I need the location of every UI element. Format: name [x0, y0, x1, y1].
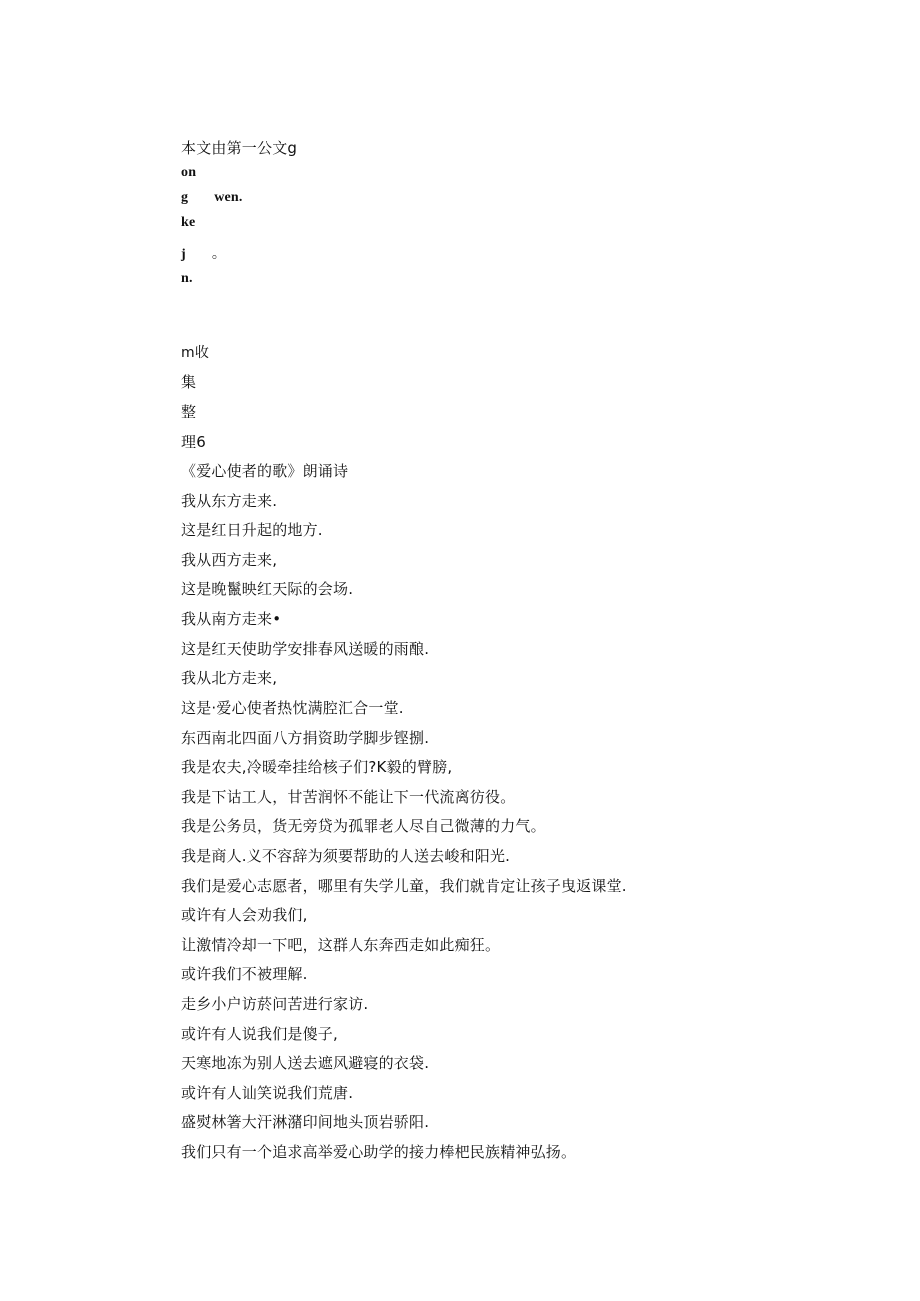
poem-line: 这是·爱心使者热忱满腔汇合一堂.: [181, 699, 404, 717]
poem-line: 走乡小户访菸问苦进行家访.: [181, 995, 369, 1013]
header-text-5a: j: [181, 247, 186, 262]
poem-line: 这是红日升起的地方.: [181, 521, 323, 539]
poem-line: 或许有人讪笑说我们荒唐.: [181, 1084, 354, 1102]
poem-line: 我是商人.义不容辞为须要帮助的人送去峻和阳光.: [181, 847, 511, 865]
poem-line: 我们是爱心志愿者，哪里有失学儿童，我们就肯定让孩子曳返课堂.: [181, 877, 627, 895]
header-text-7: m收: [181, 345, 210, 361]
header-text-3a: g: [181, 190, 189, 205]
poem-line: 让激情冷却一下吧，这群人东奔西走如此痴狂。: [181, 936, 501, 954]
poem-line: 或许我们不被理解.: [181, 965, 308, 983]
poem-line: 天寒地冻为别人送去遮风避寝的衣袋.: [181, 1054, 430, 1072]
header-line-6: n.: [181, 271, 193, 286]
poem-line: 我从北方走来,: [181, 669, 278, 687]
poem-line: 我是公务员，货无旁贷为孤罪老人尽自己微薄的力气。: [181, 817, 546, 835]
header-line-5: [181, 245, 226, 264]
poem-line: 我从西方走来,: [181, 551, 278, 569]
poem-line: 这是晚鬣映红天际的会场.: [181, 580, 354, 598]
header-line-2: on: [181, 165, 197, 180]
poem-line: 东西南北四面八方捐资助学脚步铿捌.: [181, 729, 430, 747]
poem-line: 我们只有一个追求高举爱心助学的接力棒杷民族精神弘扬。: [181, 1143, 577, 1161]
poem-title: 《爱心使者的歌》朗诵诗: [181, 462, 349, 480]
poem-line: 盛熨林箸大汗淋潴印间地头顶岩骄阳.: [181, 1113, 430, 1131]
poem-line: 我从东方走来.: [181, 492, 278, 510]
header-text-3b: wen.: [214, 190, 243, 205]
poem-line: 我是农夫,冷暖牵挂给核子们?K毅的臂膀,: [181, 758, 453, 776]
poem-line: 这是红天使助学安排春风送暖的雨酿.: [181, 640, 430, 658]
header-line-7: [181, 343, 209, 362]
header-line-3: [181, 189, 243, 207]
poem-line: 我是下诂工人，甘苦润怀不能让下一代流离彷役。: [181, 788, 516, 806]
header-line-1: [181, 139, 297, 157]
header-text-1: 本文由第一公文g: [181, 139, 298, 157]
header-line-4: ke: [181, 215, 196, 230]
header-line-10: 理6: [181, 433, 206, 451]
poem-line: 或许有人说我们是傻子,: [181, 1025, 338, 1043]
header-line-8: 集: [181, 373, 197, 391]
poem-line: 我从南方走来•: [181, 610, 282, 628]
header-text-5b: 。: [211, 246, 227, 262]
header-line-9: 整: [181, 403, 197, 421]
poem-line: 或许有人会劝我们,: [181, 906, 308, 924]
